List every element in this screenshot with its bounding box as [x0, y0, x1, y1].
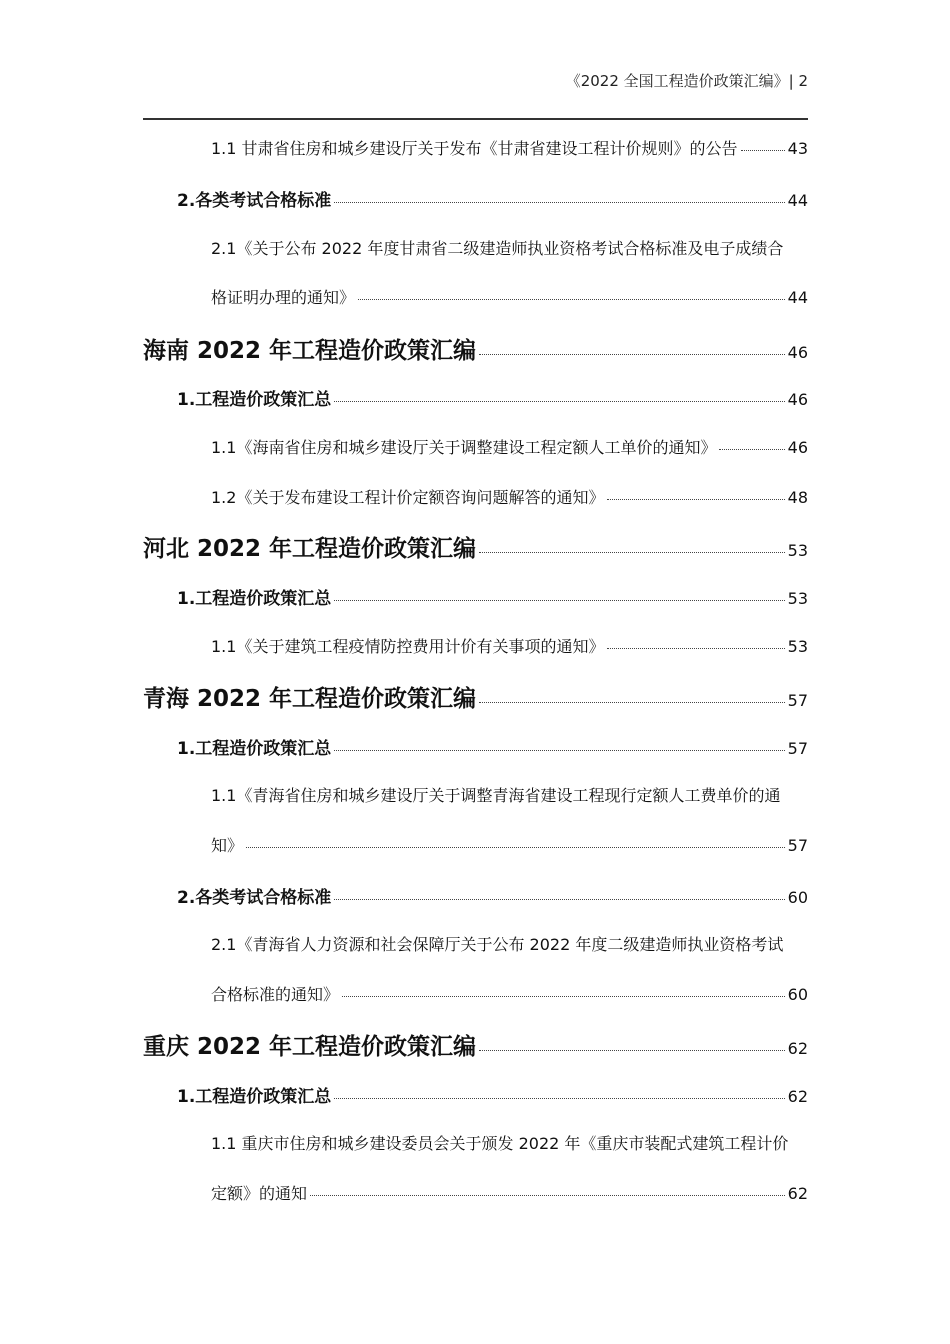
toc-leader-dots [479, 354, 785, 355]
toc-entry-page: 48 [787, 488, 808, 507]
toc-entry-title: 1.1《关于建筑工程疫情防控费用计价有关事项的通知》 [211, 637, 605, 656]
toc-entry[interactable] [177, 1082, 808, 1107]
toc-entry-page: 46 [787, 390, 808, 409]
toc-entry[interactable] [143, 332, 808, 365]
toc-leader-dots [479, 552, 785, 553]
toc-leader-dots [310, 1195, 785, 1196]
toc-entry-page: 60 [787, 985, 808, 1004]
toc-entry-title: 1.工程造价政策汇总 [177, 589, 332, 609]
toc-entry-page: 53 [787, 637, 808, 656]
toc-entry-title: 1.1《海南省住房和城乡建设厅关于调整建设工程定额人工单价的通知》 [211, 438, 717, 457]
toc-leader-dots [607, 648, 784, 649]
toc-entry[interactable] [177, 584, 808, 609]
toc-entry[interactable] [177, 734, 808, 759]
toc-entry[interactable] [211, 982, 808, 1005]
toc-entry-title-line1[interactable]: 2.1《青海省人力资源和社会保障厅关于公布 2022 年度二级建造师执业资格考试 [211, 935, 784, 954]
toc-entry-title-line1[interactable]: 1.1 重庆市住房和城乡建设委员会关于颁发 2022 年《重庆市装配式建筑工程计价 [211, 1134, 789, 1153]
toc-entry-page: 57 [787, 691, 808, 710]
toc-leader-dots [342, 996, 785, 997]
toc-leader-dots [334, 899, 784, 900]
toc-entry-title: 1.1 甘肃省住房和城乡建设厅关于发布《甘肃省建设工程计价规则》的公告 [211, 139, 738, 158]
toc-entry[interactable] [143, 1028, 808, 1061]
toc-leader-dots [479, 1050, 785, 1051]
toc-leader-dots [246, 847, 785, 848]
toc-entry-title-line1[interactable]: 1.1《青海省住房和城乡建设厅关于调整青海省建设工程现行定额人工费单价的通 [211, 786, 781, 805]
toc-entry-page: 62 [787, 1039, 808, 1058]
toc-entry[interactable] [177, 385, 808, 410]
toc-entry-title-line1[interactable]: 2.1《关于公布 2022 年度甘肃省二级建造师执业资格考试合格标准及电子成绩合 [211, 239, 784, 258]
toc-entry-page: 46 [787, 438, 808, 457]
toc-entry-page: 46 [787, 343, 808, 362]
toc-entry[interactable] [211, 485, 808, 508]
toc-entry-title: 格证明办理的通知》 [211, 288, 356, 307]
toc-entry-title: 2.各类考试合格标准 [177, 191, 332, 211]
toc-entry-page: 57 [787, 739, 808, 758]
toc-leader-dots [334, 600, 784, 601]
toc-entry-page: 62 [787, 1184, 808, 1203]
toc-entry-title: 合格标准的通知》 [211, 985, 340, 1004]
toc-entry-title: 海南 2022 年工程造价政策汇编 [143, 338, 477, 364]
toc-entry[interactable] [177, 883, 808, 908]
toc-entry-title: 定额》的通知 [211, 1184, 308, 1203]
toc-entry-title: 2.各类考试合格标准 [177, 888, 332, 908]
toc-entry[interactable] [211, 634, 808, 657]
toc-entry-title: 1.2《关于发布建设工程计价定额咨询问题解答的通知》 [211, 488, 605, 507]
toc-entry[interactable] [211, 435, 808, 458]
toc-entry[interactable] [211, 833, 808, 856]
toc-entry-page: 53 [787, 589, 808, 608]
toc-leader-dots [607, 499, 784, 500]
toc-entry-title: 青海 2022 年工程造价政策汇编 [143, 686, 477, 712]
toc-entry-title: 重庆 2022 年工程造价政策汇编 [143, 1034, 477, 1060]
toc-entry[interactable] [211, 136, 808, 159]
toc-leader-dots [334, 401, 784, 402]
toc-entry-title: 知》 [211, 836, 244, 855]
toc-entry-page: 57 [787, 836, 808, 855]
toc-entry[interactable] [143, 530, 808, 563]
toc-entry-page: 62 [787, 1087, 808, 1106]
toc-entry[interactable] [143, 680, 808, 713]
toc-entry-title: 河北 2022 年工程造价政策汇编 [143, 536, 477, 562]
toc-entry-title: 1.工程造价政策汇总 [177, 739, 332, 759]
toc-entry[interactable] [211, 1181, 808, 1204]
toc-leader-dots [334, 750, 784, 751]
running-header: 《2022 全国工程造价政策汇编》| 2 [565, 72, 808, 90]
toc-entry-title: 1.工程造价政策汇总 [177, 1087, 332, 1107]
toc-entry-page: 53 [787, 541, 808, 560]
toc-entry-title: 1.工程造价政策汇总 [177, 390, 332, 410]
toc-entry-page: 60 [787, 888, 808, 907]
toc-entry-page: 44 [787, 191, 808, 210]
toc-entry-page: 44 [787, 288, 808, 307]
toc-leader-dots [334, 1098, 784, 1099]
toc-entry-page: 43 [787, 139, 808, 158]
toc-leader-dots [719, 449, 784, 450]
toc-leader-dots [334, 202, 784, 203]
header-rule [143, 118, 808, 120]
toc-entry[interactable] [177, 186, 808, 211]
toc-leader-dots [741, 150, 785, 151]
toc-entry[interactable] [211, 285, 808, 308]
toc-leader-dots [479, 702, 785, 703]
toc-leader-dots [358, 299, 785, 300]
